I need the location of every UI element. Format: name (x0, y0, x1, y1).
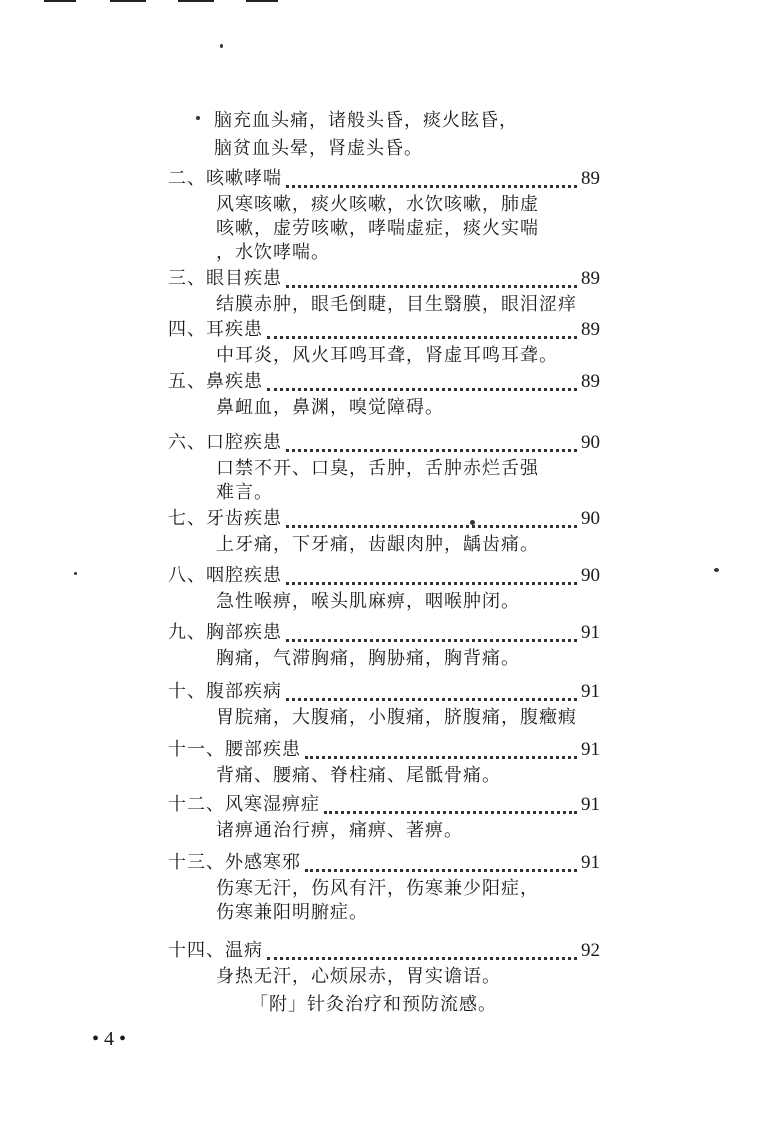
toc-page-number: 90 (581, 432, 600, 453)
toc-page-number: 89 (581, 319, 600, 340)
toc-entry-number: 四、 (168, 319, 206, 340)
toc-entry (168, 940, 600, 964)
toc-entry-number: 十、 (168, 681, 206, 702)
ink-speck (220, 44, 223, 48)
toc-entry-number: 七、 (168, 508, 206, 529)
toc-entry-heading (168, 508, 282, 530)
toc-entry-title: 腰部疾患 (225, 739, 301, 760)
toc-entry-number: 九、 (168, 622, 206, 643)
toc-entry (168, 794, 600, 818)
toc-entry-description: 难言。 (216, 482, 273, 503)
toc-page-number: 90 (581, 565, 600, 586)
toc-entry (168, 371, 600, 395)
ink-speck (196, 116, 200, 120)
toc-entry-title: 外感寒邪 (225, 852, 301, 873)
toc-entry-description: 胃脘痛，大腹痛，小腹痛，脐腹痛，腹癥瘕 (216, 707, 577, 728)
top-rule (246, 0, 278, 2)
toc-entry-title: 眼目疾患 (206, 268, 282, 289)
toc-entry-description: 口禁不开、口臭，舌肿，舌肿赤烂舌强 (216, 458, 539, 479)
dot-leader (286, 446, 577, 452)
toc-entry-title: 鼻疾患 (206, 371, 263, 392)
toc-entry (168, 852, 600, 876)
page-number: • 4 • (92, 1028, 127, 1050)
toc-page-number: 90 (581, 508, 600, 529)
toc-entry-description: 身热无汗，心烦尿赤，胃实谵语。 (216, 966, 501, 987)
toc-page-number: 89 (581, 371, 600, 392)
dot-leader (305, 753, 577, 759)
toc-entry-number: 六、 (168, 432, 206, 453)
toc-entry-title: 牙齿疾患 (206, 508, 282, 529)
toc-entry-title: 腹部疾病 (206, 681, 282, 702)
toc-entry-title: 风寒湿痹症 (225, 794, 320, 815)
toc-entry-description: 伤寒无汗，伤风有汗，伤寒兼少阳症， (216, 878, 539, 899)
ink-speck (714, 568, 719, 572)
dot-leader (324, 808, 577, 814)
dot-leader (286, 182, 577, 188)
dot-leader (267, 954, 577, 960)
toc-entry-heading (168, 432, 282, 454)
toc-entry-heading (168, 739, 301, 761)
toc-entry (168, 681, 600, 705)
toc-entry (168, 268, 600, 292)
toc-page-number: 91 (581, 681, 600, 702)
toc-entry-number: 十三、 (168, 852, 225, 873)
toc-entry-title: 咳嗽哮喘 (206, 168, 282, 189)
toc-entry-heading (168, 268, 282, 290)
toc-entry-description: 鼻衄血，鼻渊，嗅觉障碍。 (216, 397, 444, 418)
toc-entry-description: 急性喉痹，喉头肌麻痹，咽喉肿闭。 (216, 591, 520, 612)
ink-speck (470, 520, 475, 525)
intro-line: 脑贫血头晕，肾虚头昏。 (214, 138, 423, 159)
ink-speck (74, 572, 77, 575)
dot-leader (286, 636, 577, 642)
toc-entry-description: 风寒咳嗽，痰火咳嗽，水饮咳嗽，肺虚 (216, 194, 539, 215)
toc-entry-number: 五、 (168, 371, 206, 392)
toc-entry-description: ，水饮哮喘。 (216, 242, 330, 263)
intro-line: 脑充血头痛，诸般头昏，痰火眩昏， (214, 110, 518, 131)
toc-entry-description: 伤寒兼阳明腑症。 (216, 902, 368, 923)
top-rule (110, 0, 146, 2)
top-rule (178, 0, 214, 2)
toc-entry-description: 胸痛，气滞胸痛，胸胁痛，胸背痛。 (216, 648, 520, 669)
toc-entry-title: 温病 (225, 940, 263, 961)
dot-leader (267, 385, 577, 391)
toc-entry (168, 319, 600, 343)
toc-entry-description: 结膜赤肿，眼毛倒睫，目生翳膜，眼泪涩痒 (216, 294, 577, 315)
toc-entry-heading (168, 565, 282, 587)
toc-entry-number: 二、 (168, 168, 206, 189)
appendix-line: 「附」针灸治疗和预防流感。 (250, 994, 497, 1015)
toc-page-number: 92 (581, 940, 600, 961)
dot-leader (305, 866, 577, 872)
page-number-value: 4 (104, 1028, 115, 1050)
toc-entry-title: 咽腔疾患 (206, 565, 282, 586)
toc-entry (168, 565, 600, 589)
toc-entry-heading (168, 622, 282, 644)
toc-entry (168, 168, 600, 192)
toc-entry-heading (168, 681, 282, 703)
toc-entry-number: 十四、 (168, 940, 225, 961)
toc-entry-heading (168, 794, 320, 816)
toc-page-number: 91 (581, 852, 600, 873)
toc-page-number: 89 (581, 168, 600, 189)
toc-entry (168, 622, 600, 646)
toc-entry (168, 432, 600, 456)
toc-entry (168, 739, 600, 763)
toc-entry-heading (168, 371, 263, 393)
toc-entry-number: 八、 (168, 565, 206, 586)
toc-entry-heading (168, 168, 282, 190)
dot-leader (286, 579, 577, 585)
dot-leader (267, 333, 577, 339)
toc-entry-description: 上牙痛，下牙痛，齿龈肉肿，龋齿痛。 (216, 534, 539, 555)
toc-page-number: 91 (581, 622, 600, 643)
dot-leader (286, 282, 577, 288)
toc-page-number: 89 (581, 268, 600, 289)
toc-entry-number: 十二、 (168, 794, 225, 815)
toc-entry-heading (168, 852, 301, 874)
dot-leader (286, 695, 577, 701)
toc-entry-number: 十一、 (168, 739, 225, 760)
toc-page-number: 91 (581, 794, 600, 815)
toc-entry-title: 胸部疾患 (206, 622, 282, 643)
toc-entry-title: 口腔疾患 (206, 432, 282, 453)
toc-page-number: 91 (581, 739, 600, 760)
toc-entry-description: 诸痹通治行痹，痛痹、著痹。 (216, 820, 463, 841)
top-rule (44, 0, 76, 2)
toc-entry-description: 咳嗽，虚劳咳嗽，哮喘虚症，痰火实喘 (216, 218, 539, 239)
toc-entry-description: 中耳炎，风火耳鸣耳聋，肾虚耳鸣耳聋。 (216, 345, 558, 366)
toc-entry-title: 耳疾患 (206, 319, 263, 340)
toc-entry-heading (168, 940, 263, 962)
toc-entry-number: 三、 (168, 268, 206, 289)
toc-entry-heading (168, 319, 263, 341)
toc-entry-description: 背痛、腰痛、脊柱痛、尾骶骨痛。 (216, 765, 501, 786)
toc-entry (168, 508, 600, 532)
dot-leader (286, 522, 577, 528)
